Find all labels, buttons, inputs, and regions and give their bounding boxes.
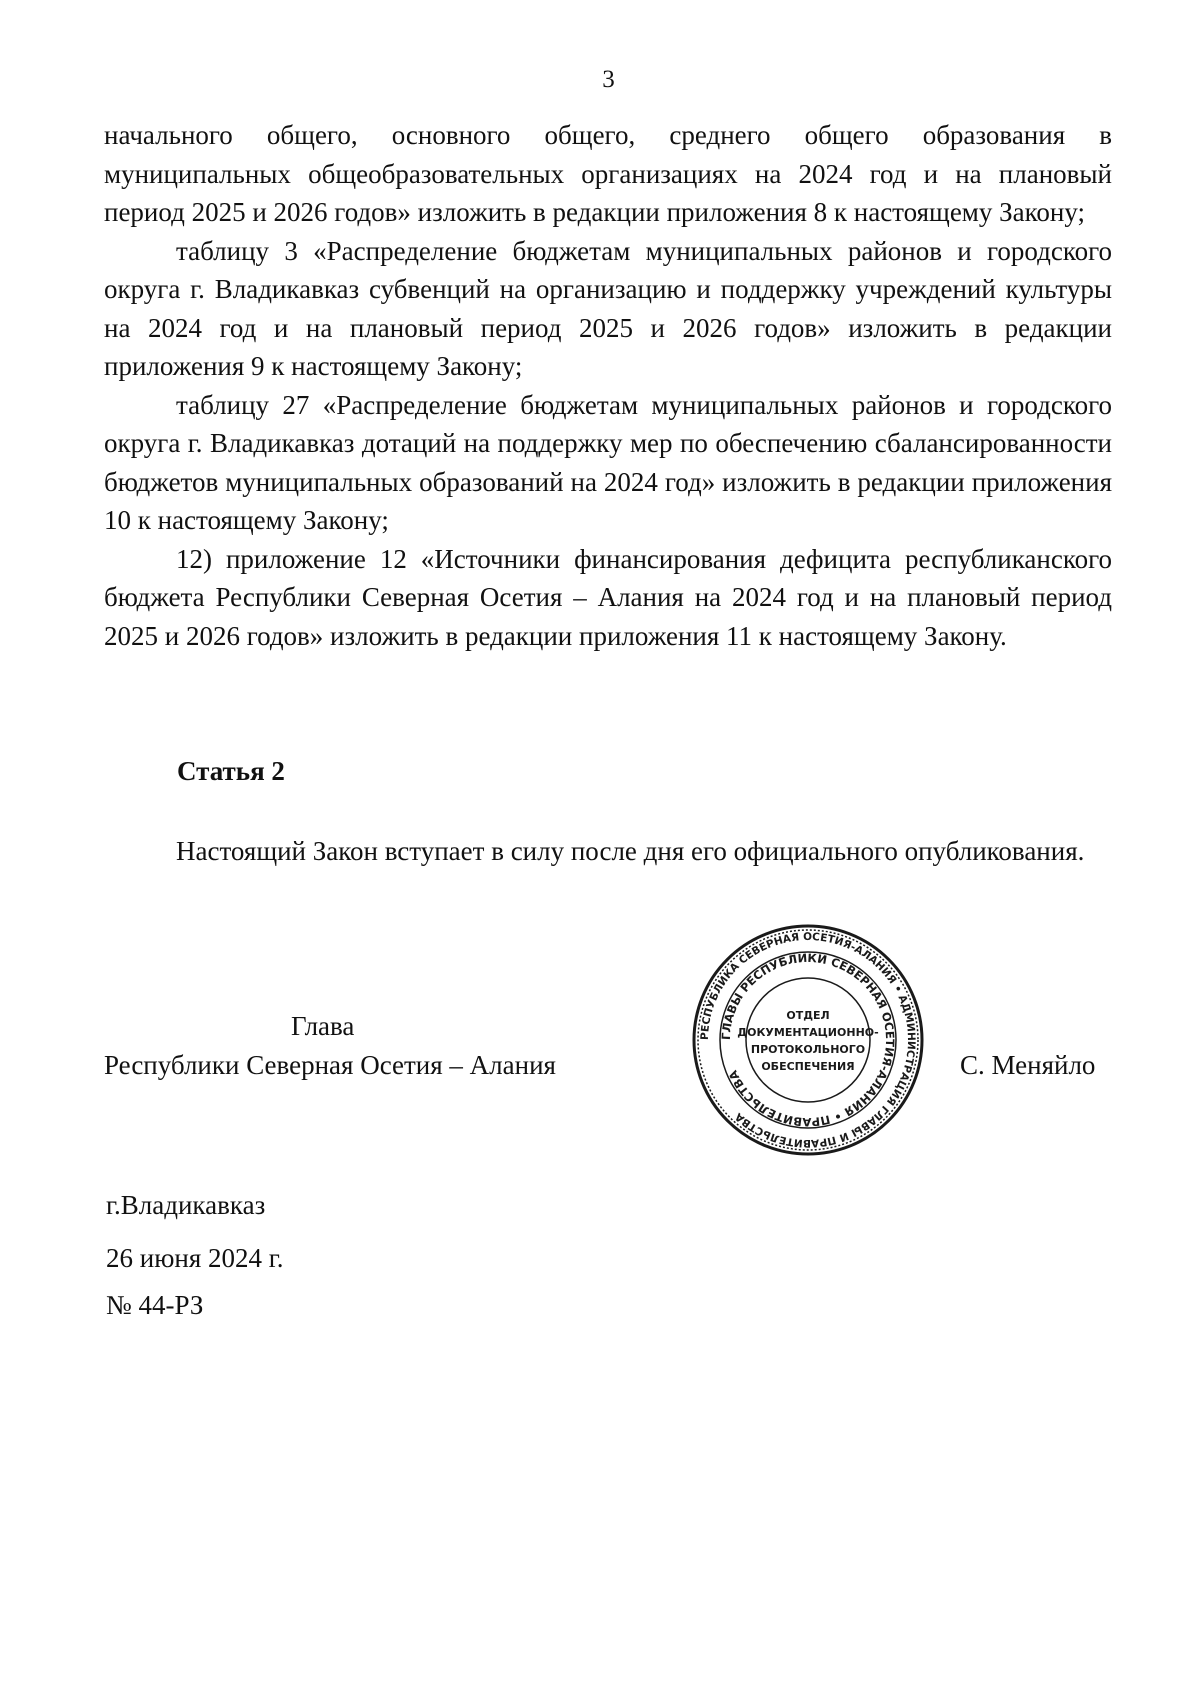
seal-center-line: ОТДЕЛ bbox=[786, 1009, 830, 1022]
official-seal-stamp bbox=[690, 922, 926, 1158]
signatory-name: С. Меняйло bbox=[960, 1050, 1096, 1080]
signatory-title: Глава bbox=[291, 1011, 355, 1041]
paragraph-item-12: 12) приложение 12 «Источники финансирования дефицита республиканского бюджета Республики Северная Осетия – Алания на 2024 год и на плановый период 2025 и 2026 годов» изложить в редакции приложения 11 к настоящему Закону. bbox=[104, 543, 1112, 651]
seal-center-line: ПРОТОКОЛЬНОГО bbox=[750, 1043, 866, 1056]
seal-center-line: ДОКУМЕНТАЦИОННО- bbox=[737, 1026, 879, 1039]
paragraph-table-27: таблицу 27 «Распределение бюджетам муниципальных районов и городского округа г. Владикавказ дотаций на поддержку мер по обеспечению сбалансированности бюджетов муниципальных образований на 2024 год» изложить в редакции приложения 10 к настоящему Закону; bbox=[104, 389, 1112, 535]
signing-date: 26 июня 2024 г. bbox=[106, 1243, 284, 1273]
page-number: 3 bbox=[602, 66, 615, 93]
law-number: № 44-РЗ bbox=[106, 1290, 204, 1320]
seal-center-line: ОБЕСПЕЧЕНИЯ bbox=[761, 1060, 855, 1073]
law-body-text bbox=[104, 116, 1112, 655]
article-heading: Статья 2 bbox=[177, 756, 285, 786]
seal-outer-text: РЕСПУБЛИКА СЕВЕРНАЯ ОСЕТИЯ-АЛАНИЯ • АДМИНИСТРАЦИЯ ГЛАВЫ И ПРАВИТЕЛЬСТВА bbox=[698, 930, 918, 1150]
signatory-organization: Республики Северная Осетия – Алания bbox=[104, 1050, 556, 1080]
paragraph-continuation: начального общего, основного общего, среднего общего образования в муниципальных общеобразовательных организациях на 2024 год и на плановый период 2025 и 2026 годов» изложить в редакции приложения 8 к настоящему Закону; bbox=[104, 120, 1112, 227]
paragraph-table-3: таблицу 3 «Распределение бюджетам муниципальных районов и городского округа г. Владикавказ субвенций на организацию и поддержку учреждений культуры на 2024 год и на плановый период 2025 и 2026 годов» изложить в редакции приложения 9 к настоящему Закону; bbox=[104, 235, 1112, 381]
signing-place: г.Владикавказ bbox=[106, 1190, 266, 1220]
article-text: Настоящий Закон вступает в силу после дня его официального опубликования. bbox=[176, 836, 1085, 866]
seal-inner-text: ГЛАВЫ РЕСПУБЛИКИ СЕВЕРНАЯ ОСЕТИЯ-АЛАНИЯ • ПРАВИТЕЛЬСТВА bbox=[718, 950, 898, 1130]
